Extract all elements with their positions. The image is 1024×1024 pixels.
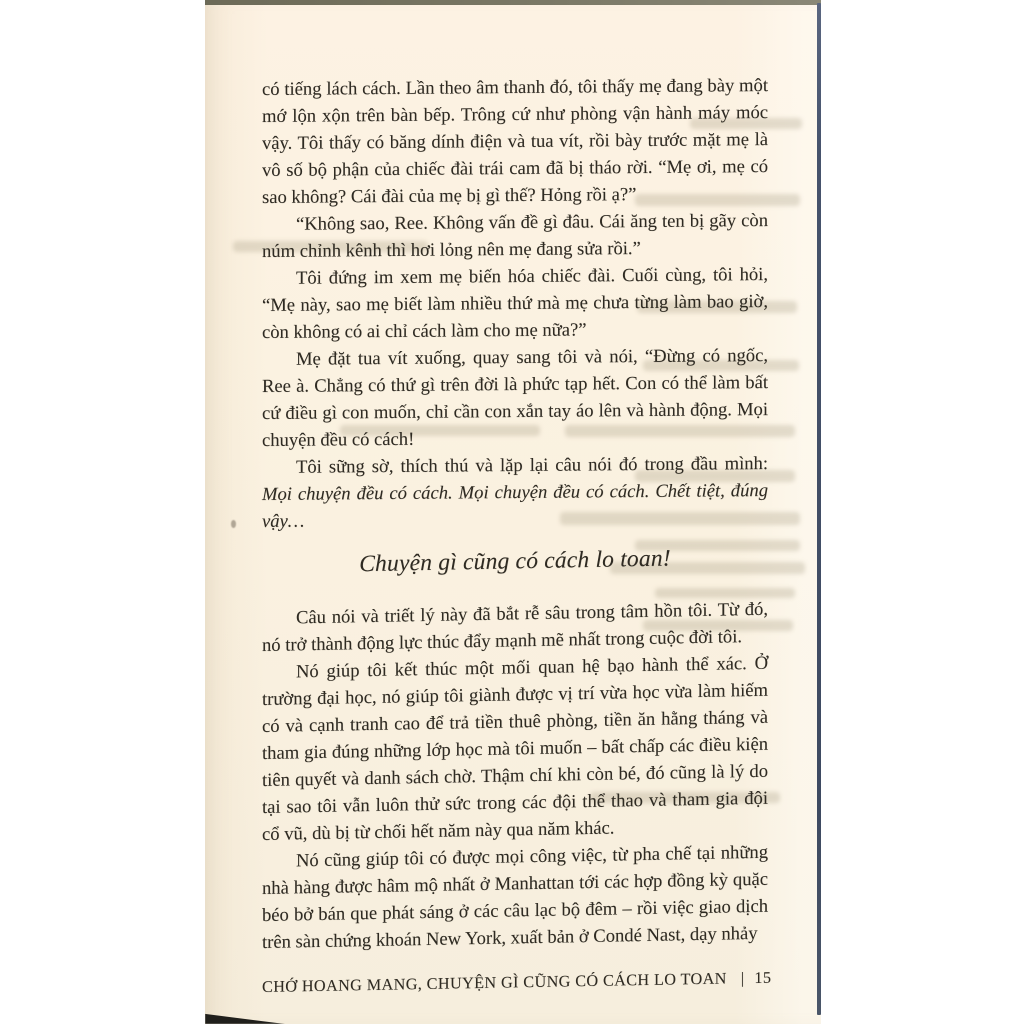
paragraph — [262, 342, 768, 454]
paper-speck — [231, 520, 236, 528]
paragraph-text: Nó giúp tôi kết thúc một mối quan hệ bạo hành thể xác. Ở trường đại học, nó giúp tôi giành được vị trí vừa học vừa làm hiếm có và cạnh tranh cao để trả tiền thuê phòng, tiền ăn hằng tháng và tham gia đúng những lớp học mà tôi muốn – bất chấp các điều kiện tiên quyết và danh sách chờ. Thậm chí khi còn bé, đó cũng là lý do tại sao tôi vẫn luôn thử sức trong các đội thể thao và tham gia đội cổ vũ, dù bị từ chối hết năm này qua năm khác. — [262, 652, 768, 845]
book-page — [205, 0, 821, 1024]
italic-phrase: Mọi chuyện đều có cách. Mọi chuyện đều có cách. Chết tiệt, đúng vậy… — [262, 480, 768, 532]
paragraph-text: Tôi sững sờ, thích thú và lặp lại câu nói đó trong đầu mình: — [296, 453, 768, 478]
paragraph-text: Nó cũng giúp tôi có được mọi công việc, từ pha chế tại những nhà hàng được hâm mộ nhất ở Manhattan tới các hợp đồng kỳ quặc béo bở bán que phát sáng ở các câu lạc bộ đêm – rồi việc giao dịch trên sàn chứng khoán New York, xuất bản ở Condé Nast, dạy nhảy — [262, 841, 768, 953]
running-title: CHỚ HOANG MANG, CHUYỆN GÌ CŨNG CÓ CÁCH LO TOAN — [262, 969, 727, 996]
paragraph-text: Tôi đứng im xem mẹ biến hóa chiếc đài. Cuối cùng, tôi hỏi, “Mẹ này, sao mẹ biết làm nhiều thứ mà mẹ chưa từng làm bao giờ, còn không có ai chỉ cách làm cho mẹ nữa?” — [262, 264, 768, 343]
paragraph — [262, 839, 768, 956]
page-text — [262, 75, 772, 1001]
page-number: 15 — [754, 968, 772, 987]
paragraph-text: Mẹ đặt tua vít xuống, quay sang tôi và nói, “Đừng có ngốc, Ree à. Chẳng có thứ gì trên đời là phức tạp hết. Con có thể làm bất cứ điều gì con muốn, chỉ cần con xắn tay áo lên và hành động. Mọi chuyện đều có cách! — [262, 345, 768, 451]
paragraph — [262, 650, 768, 848]
paragraph-text: có tiếng lách cách. Lần theo âm thanh đó, tôi thấy mẹ đang bày một mớ lộn xộn trên bàn bếp. Trông cứ như phòng vận hành máy móc vậy. Tôi thấy có băng dính điện và tua vít, rồi bày trước mặt mẹ là vô số bộ phận của chiếc đài trái cam đã bị tháo rời. “Mẹ ơi, mẹ có sao không? Cái đài của mẹ bị gì thế? Hỏng rồi ạ?” — [262, 75, 768, 208]
bottom-left-corner-shadow — [205, 1010, 285, 1024]
section-heading: Chuyện gì cũng có cách lo toan! — [359, 545, 671, 578]
body-text-upper — [262, 72, 768, 535]
book-cover-edge — [817, 3, 821, 1015]
paragraph — [262, 207, 768, 265]
paragraph-text: “Không sao, Ree. Không vấn đề gì đâu. Cái ăng ten bị gãy còn núm chỉnh kênh thì hơi lỏng nên mẹ đang sửa rồi.” — [262, 210, 768, 262]
page-footer — [262, 965, 772, 1001]
page-top-edge-shadow — [205, 0, 821, 5]
paragraph — [262, 596, 768, 659]
paragraph-text: Câu nói và triết lý này đã bắt rễ sâu trong tâm hồn tôi. Từ đó, nó trở thành động lực thúc đẩy mạnh mẽ nhất trong cuộc đời tôi. — [262, 598, 768, 656]
body-text-lower — [262, 542, 772, 1001]
footer-separator: | — [740, 969, 745, 988]
paragraph — [262, 72, 768, 211]
paragraph — [262, 450, 768, 535]
paragraph — [262, 261, 768, 346]
